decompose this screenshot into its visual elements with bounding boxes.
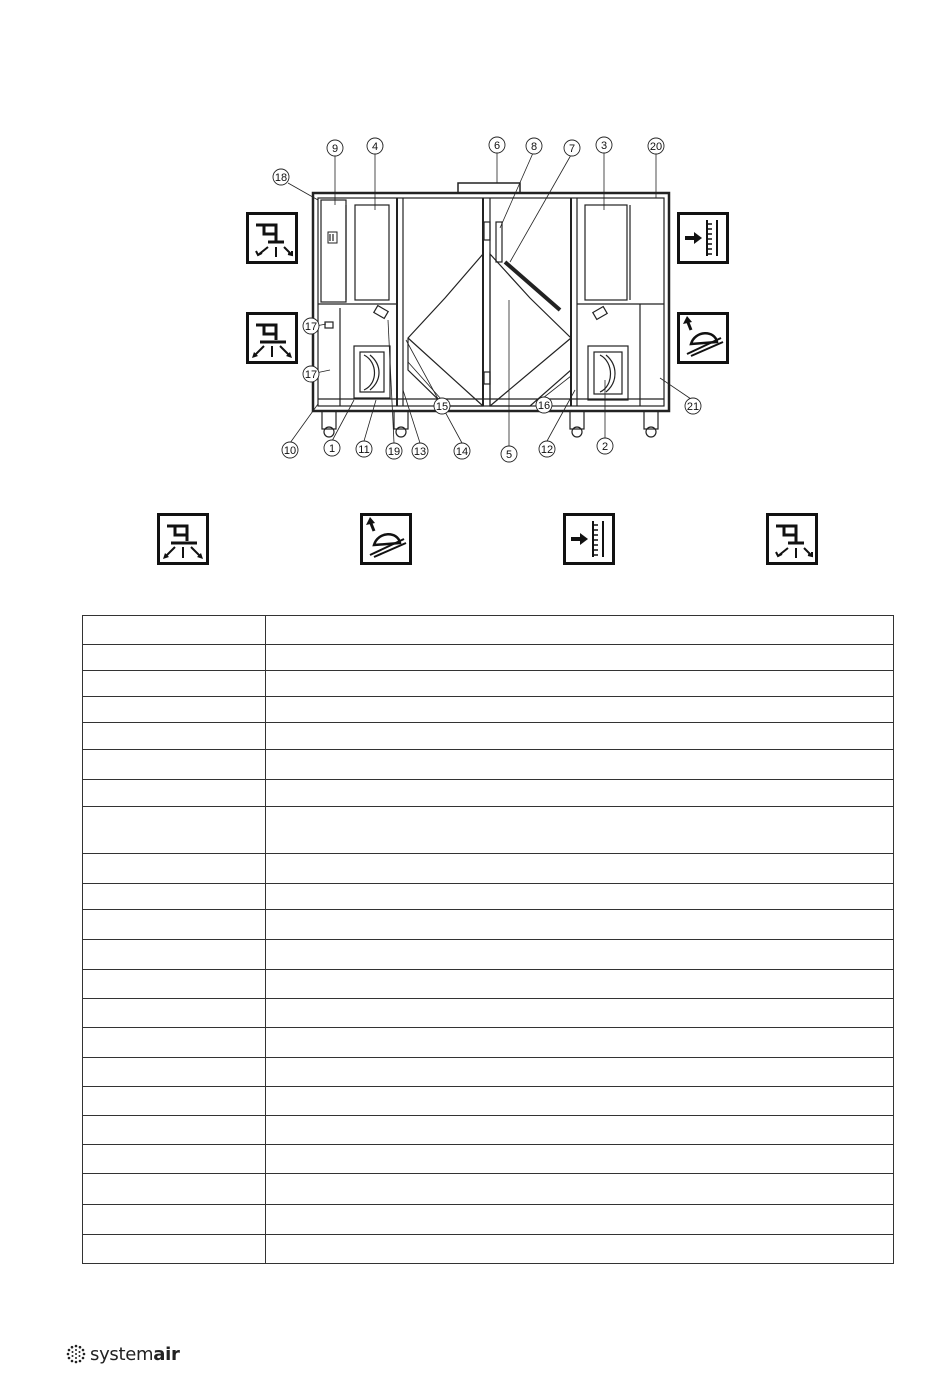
table-row [83,1087,894,1116]
fan-left [354,346,390,398]
table-row [83,616,894,645]
table-cell [83,1174,266,1204]
table-cell [266,806,894,853]
table-cell [266,940,894,969]
table-row [83,1174,894,1204]
table-cell [83,1116,266,1145]
table-row [83,749,894,779]
component-table [82,615,894,1264]
table-row [83,779,894,806]
table-cell [266,1116,894,1145]
supply-air-icon [246,312,298,364]
table-row [83,1116,894,1145]
callout-label: 10 [283,445,297,457]
casing-inner [318,198,664,406]
outdoor-air-icon [246,212,298,264]
foot [322,411,336,429]
table-cell [266,697,894,723]
table-row [83,723,894,749]
callout-label: 2 [601,441,609,453]
table-cell [266,910,894,940]
table-cell [266,998,894,1027]
callout-label: 15 [435,401,449,413]
callout-label: 18 [274,172,288,184]
logo-text-bold: air [153,1343,180,1365]
logo-text-light: system [90,1343,154,1365]
legend-outdoor-air-icon [766,513,818,565]
table-cell [266,1204,894,1234]
table-cell [83,969,266,998]
callout-label: 5 [505,449,513,461]
legend-exhaust-air-icon [360,513,412,565]
table-row [83,1234,894,1263]
callout-label: 3 [600,140,608,152]
callout-label: 4 [371,141,379,153]
table-cell [266,1174,894,1204]
table-row [83,969,894,998]
table-cell [83,884,266,910]
filter-right [585,205,627,300]
table-cell [266,671,894,697]
table-cell [266,1027,894,1057]
table-cell [266,616,894,645]
table-cell [266,884,894,910]
legend-extract-filter-icon [563,513,615,565]
table-row [83,806,894,853]
callout-label: 9 [331,143,339,155]
table-cell [83,645,266,671]
table-cell [266,749,894,779]
callout-label: 19 [387,446,401,458]
callout-label: 6 [493,140,501,152]
table-row [83,910,894,940]
foot [570,411,584,429]
callout-label: 11 [358,444,370,456]
table-row [83,884,894,910]
callout-label: 14 [455,446,469,458]
table-cell [266,969,894,998]
table-cell [266,1057,894,1086]
control-box [321,200,346,302]
callout-label: 17 [304,369,318,381]
table-row [83,1145,894,1174]
unit-diagram [0,0,950,600]
table-cell [83,1087,266,1116]
table-row [83,1057,894,1086]
table-cell [83,1057,266,1086]
table-row [83,1204,894,1234]
legend-supply-air-icon [157,513,209,565]
casing-outer [313,193,669,411]
table-cell [83,1027,266,1057]
extract-filter-icon [677,212,729,264]
foot [644,411,658,429]
table-cell [83,697,266,723]
table-cell [83,1204,266,1234]
top-connector [458,183,520,193]
table-cell [266,723,894,749]
callout-label: 7 [568,143,576,155]
table-row [83,645,894,671]
table-cell [83,1145,266,1174]
table-cell [83,1234,266,1263]
table-cell [83,749,266,779]
logo-mark-icon [66,1344,86,1364]
callout-label: 13 [413,446,427,458]
exhaust-air-icon [677,312,729,364]
table-cell [266,645,894,671]
table-cell [83,671,266,697]
table-cell [83,779,266,806]
table-cell [83,806,266,853]
table-cell [83,616,266,645]
heat-exchanger [408,254,483,406]
table-cell [83,910,266,940]
table-cell [83,854,266,884]
table-row [83,697,894,723]
table-row [83,940,894,969]
table-cell [266,1087,894,1116]
table-cell [83,998,266,1027]
foot [394,411,408,429]
callout-label: 21 [686,401,700,413]
callout-label: 17 [304,321,318,333]
callout-label: 8 [530,141,538,153]
callout-label: 1 [328,443,336,455]
callout-label: 12 [540,444,554,456]
callout-label: 20 [649,141,663,153]
callout-label: 16 [537,400,551,412]
table-cell [266,854,894,884]
table-row [83,671,894,697]
table-row [83,854,894,884]
filter-left [355,205,389,300]
table-cell [266,1234,894,1263]
table-row [83,998,894,1027]
table-cell [266,779,894,806]
table-cell [266,1145,894,1174]
table-cell [83,723,266,749]
table-row [83,1027,894,1057]
logo-text [90,1344,180,1365]
systemair-logo [66,1342,180,1366]
table-cell [83,940,266,969]
